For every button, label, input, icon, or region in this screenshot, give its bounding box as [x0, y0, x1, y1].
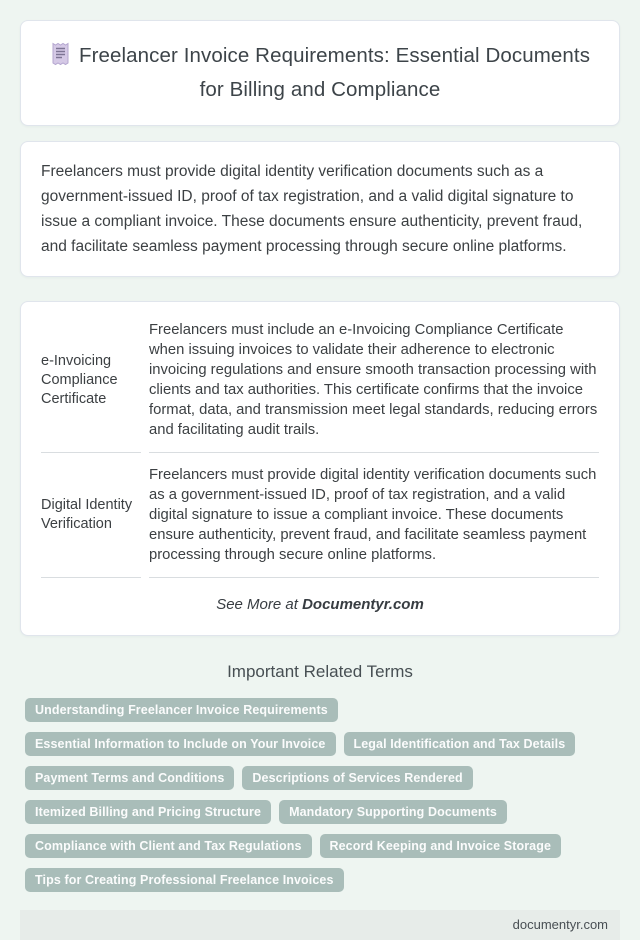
table-row [41, 453, 599, 578]
see-more-site-link[interactable]: Documentyr.com [302, 596, 424, 613]
related-term-tag[interactable]: Compliance with Client and Tax Regulations [25, 834, 312, 858]
page-title [47, 41, 593, 105]
see-more-note [41, 596, 599, 613]
term-cell: e-Invoicing Compliance Certificate [41, 308, 141, 453]
table-row [41, 308, 599, 453]
see-more-prefix: See More at [216, 596, 303, 613]
related-term-tag[interactable]: Descriptions of Services Rendered [242, 766, 472, 790]
related-term-tag[interactable]: Understanding Freelancer Invoice Requirements [25, 698, 338, 722]
related-term-tag[interactable]: Payment Terms and Conditions [25, 766, 234, 790]
page-root [0, 20, 640, 940]
title-card [20, 20, 620, 126]
receipt-icon [50, 42, 71, 75]
related-term-tag[interactable]: Essential Information to Include on Your Invoice [25, 732, 336, 756]
footer-bar [20, 910, 620, 940]
description-cell: Freelancers must include an e-Invoicing Compliance Certificate when issuing invoices to validate their adherence to electronic invoicing regulations and ensure smooth transaction processing with clients and tax authorities. This certificate confirms that the invoice format, data, and transmission meet legal standards, reducing errors and facilitating audit trails. [149, 308, 599, 453]
related-term-tag[interactable]: Itemized Billing and Pricing Structure [25, 800, 271, 824]
related-term-tag[interactable]: Mandatory Supporting Documents [279, 800, 507, 824]
summary-text: Freelancers must provide digital identity verification documents such as a government-issued ID, proof of tax registration, and a valid digital signature to issue a compliant invoice. These documents ensure authenticity, prevent fraud, and facilitate seamless payment processing through secure online platforms. [41, 163, 583, 255]
related-term-tag[interactable]: Record Keeping and Invoice Storage [320, 834, 562, 858]
page-title-text: Freelancer Invoice Requirements: Essential Documents for Billing and Compliance [78, 44, 591, 101]
details-card [20, 301, 620, 636]
summary-card [20, 141, 620, 277]
term-cell: Digital Identity Verification [41, 453, 141, 578]
related-terms-heading: Important Related Terms [227, 662, 413, 681]
related-term-tag[interactable]: Legal Identification and Tax Details [344, 732, 576, 756]
description-cell: Freelancers must provide digital identity verification documents such as a government-issued ID, proof of tax registration, and a valid digital signature to issue a compliant invoice. These documents ensure authenticity, prevent fraud, and facilitate seamless payment processing through secure online platforms. [149, 453, 599, 578]
related-term-tag[interactable]: Tips for Creating Professional Freelance Invoices [25, 868, 344, 892]
terms-table [33, 308, 607, 578]
related-terms-tags [25, 698, 620, 892]
footer-site-label: documentyr.com [512, 917, 608, 932]
